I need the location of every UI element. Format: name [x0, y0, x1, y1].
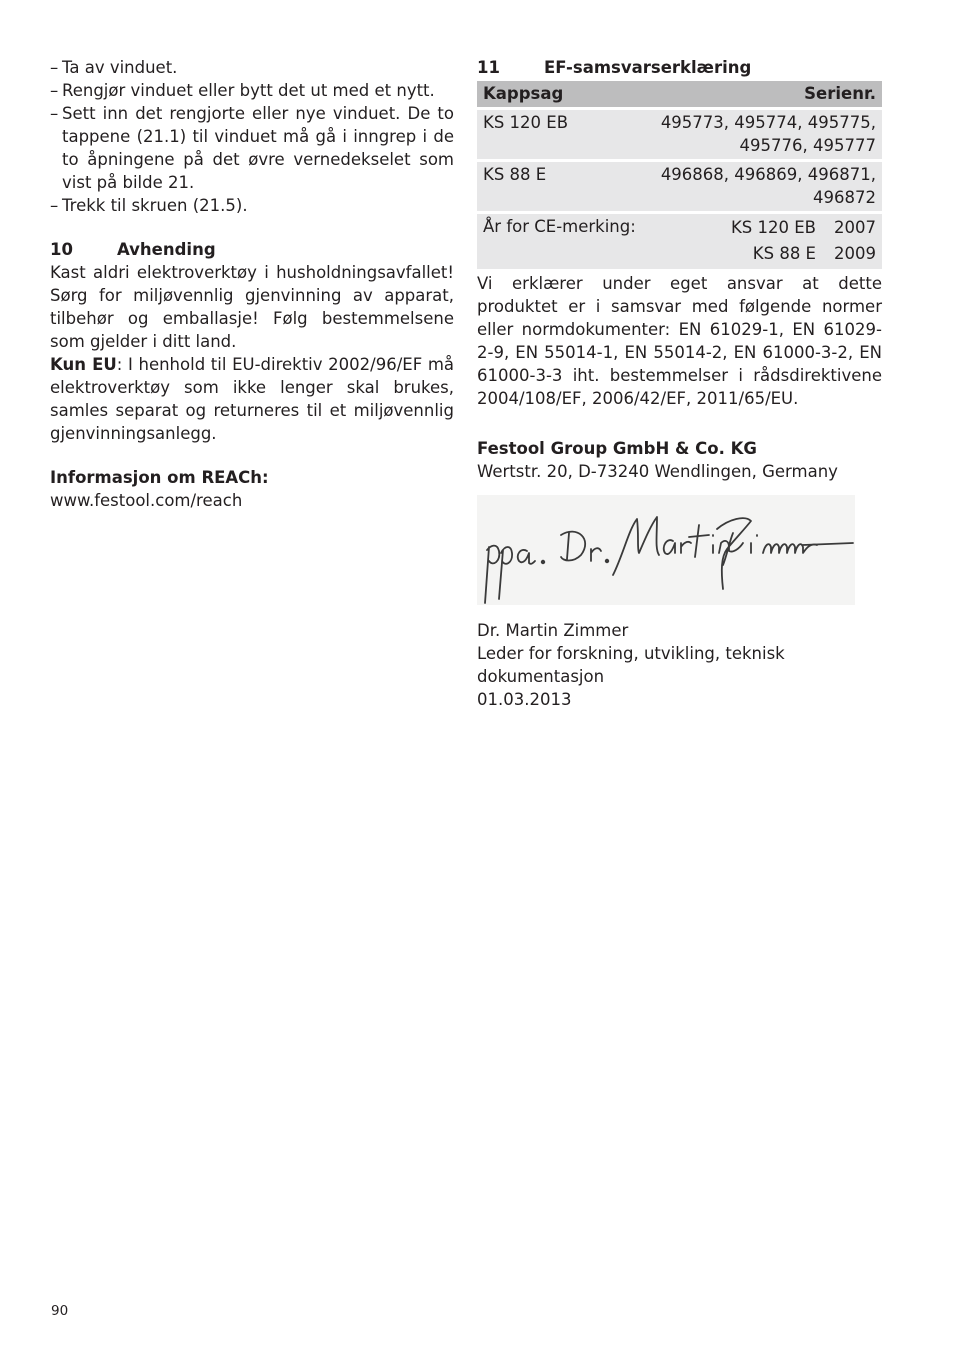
eu-text: : I henhold til EU-direktiv 2002/96/EF må elektroverktøy som ikke lenger skal brukes, samles separat og returneres til et miljøvennlig gjenvinningsanlegg. [50, 355, 455, 443]
signature-icon [477, 495, 855, 605]
step-item: – Trekk til skruen (21.5). [50, 194, 454, 217]
section-number: 11 [477, 58, 500, 77]
signer-title-text: Leder for forskning, utvikling, teknisk dokumentasjon [477, 644, 785, 686]
right-column [477, 56, 882, 711]
ce-year-line [653, 215, 876, 241]
eu-paragraph [50, 353, 454, 445]
declaration-date: 01.03.2013 [477, 690, 572, 709]
serial-line: 496872 [813, 188, 876, 207]
serial-line: 496868, 496869, 496871, [660, 165, 876, 184]
model-cell: KS 120 EB [477, 110, 647, 159]
ce-year-line [653, 241, 876, 267]
column-header-serial: Serienr. [647, 81, 882, 107]
section-title: Avhending [117, 240, 216, 259]
step-item: – Sett inn det rengjorte eller nye vinduet. De to tappene (21.1) til vinduet må gå i inngrep i de to åpningene på det øvre vernedekselet som vist på bilde 21. [50, 102, 454, 194]
table-row [477, 110, 882, 159]
serial-cell [647, 162, 882, 211]
serial-line: 495776, 495777 [739, 136, 876, 155]
serial-line: 495773, 495774, 495775, [660, 113, 876, 132]
section-11-heading [477, 56, 882, 79]
reach-url: www.festool.com/reach [50, 491, 243, 510]
ce-model: KS 88 E [752, 244, 816, 263]
column-header-model: Kappsag [477, 81, 647, 107]
step-item: – Ta av vinduet. [50, 56, 454, 79]
section-title: EF-samsvarserklæring [544, 58, 752, 77]
ce-marking-row [477, 214, 882, 269]
declaration-paragraph: Vi erklærer under eget ansvar at dette produktet er i samsvar med følgende normer eller normdokumenter: EN 61029-1, EN 61029-2-9, EN 55014-1, EN 55014-2, EN 61000-3-2, EN 61000-3-3 iht. bestemmelser i rådsdirektivene 2004/108/EF, 2006/42/EF, 2011/65/EU. [477, 274, 882, 408]
company-name: Festool Group GmbH & Co. KG [477, 439, 757, 458]
ce-model: KS 120 EB [730, 218, 816, 237]
signature-image [477, 495, 855, 605]
section-number: 10 [50, 240, 73, 259]
step-item: – Rengjør vinduet eller bytt det ut med et nytt. [50, 79, 454, 102]
conformity-table [477, 78, 882, 272]
signer-name: Dr. Martin Zimmer [477, 621, 629, 640]
left-column [50, 56, 454, 512]
ce-year: 2007 [834, 218, 876, 237]
table-header-row [477, 81, 882, 107]
page-number: 90 [51, 1303, 69, 1319]
ce-years-cell [647, 214, 882, 269]
signer-title [477, 642, 882, 688]
ce-year: 2009 [834, 244, 876, 263]
serial-cell [647, 110, 882, 159]
ce-label-cell: År for CE-merking: [477, 214, 647, 269]
company-address: Wertstr. 20, D-73240 Wendlingen, Germany [477, 462, 838, 481]
model-cell: KS 88 E [477, 162, 647, 211]
eu-label: Kun EU [50, 355, 117, 374]
disposal-paragraph: Kast aldri elektroverktøy i husholdningsavfallet! Sørg for miljøvennlig gjenvinning av apparat, tilbehør og emballasje! Følg bestemmelsene som gjelder i ditt land. [50, 263, 454, 351]
table-row [477, 162, 882, 211]
step-list [50, 56, 454, 217]
section-10-heading [50, 238, 454, 261]
reach-title: Informasjon om REACh: [50, 468, 269, 487]
